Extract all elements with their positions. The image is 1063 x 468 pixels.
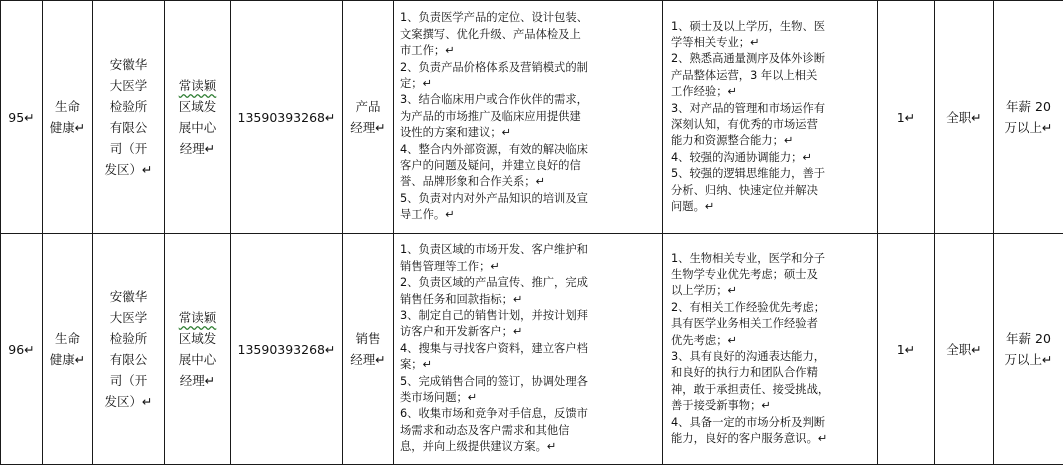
- requirements-cell-line: 问题。↵: [671, 200, 715, 214]
- contact-dept-cell-line: 经理↵: [179, 141, 216, 156]
- company-cell-line: 发区）↵: [104, 394, 153, 409]
- duties-cell-line: 文案撰写、优化升级、产品体检及上: [400, 27, 581, 41]
- company-cell: [93, 1, 165, 234]
- employment-type-cell: 全职↵: [935, 234, 994, 465]
- contact-dept-cell: [165, 1, 231, 234]
- contact-dept-cell-line: 展中心: [178, 120, 217, 135]
- contact-dept-cell-line: 区域发: [178, 99, 217, 114]
- duties-cell-line: 5、负责对内对外产品知识的培训及宣: [400, 191, 588, 205]
- industry-cell-line: 生命: [54, 331, 80, 346]
- duties-cell: [394, 1, 663, 234]
- contact-dept-cell-line: 区域发: [178, 331, 217, 346]
- row-number: 95↵: [1, 1, 43, 234]
- position-cell-line: 销售: [355, 331, 381, 346]
- requirements-cell-line: 善于接受新事物；↵: [671, 399, 771, 413]
- duties-cell-line: 2、负责产品价格体系及营销模式的制: [400, 60, 588, 74]
- salary-cell-line: 年薪 20: [1006, 99, 1051, 114]
- industry-cell-line: 健康↵: [49, 120, 86, 135]
- duties-cell-line: 设性的方案和建议；↵: [400, 126, 512, 140]
- requirements-cell-line: 5、较强的逻辑思维能力，善于: [671, 167, 826, 181]
- requirements-cell-line: 分析、归纳、快速定位并解决: [671, 183, 818, 197]
- position-cell-line: 产品: [355, 99, 381, 114]
- requirements-cell-line: 1、生物相关专业，医学和分子: [671, 251, 826, 265]
- requirements-cell-line: 2、熟悉高通量测序及体外诊断: [671, 52, 826, 66]
- requirements-cell-line: 工作经验；↵: [671, 85, 737, 99]
- company-cell-line: 安徽华: [109, 57, 148, 72]
- duties-cell-line: 销售任务和回款指标；↵: [400, 292, 523, 306]
- duties-cell-line: 类市场问题；↵: [400, 391, 478, 405]
- duties-cell-line: 导工作。↵: [400, 208, 455, 222]
- duties-cell-line: 2、负责区域的产品宣传、推广，完成: [400, 276, 588, 290]
- contact-dept-cell-line: 常读颖: [178, 310, 217, 325]
- salary-cell: [994, 1, 1063, 234]
- salary-cell-line: 年薪 20: [1006, 331, 1051, 346]
- contact-dept-cell-line: 展中心: [178, 352, 217, 367]
- company-cell-line: 检验所: [109, 331, 148, 346]
- salary-cell-line: 万以上↵: [1004, 352, 1053, 367]
- position-cell-line: 经理↵: [350, 352, 386, 367]
- duties-cell: [394, 234, 663, 465]
- duties-cell-line: 1、负责区域的市场开发、客户维护和: [400, 243, 588, 257]
- requirements-cell-line: 能力，良好的客户服务意识。↵: [671, 432, 828, 446]
- requirements-cell-line: 优先考虑；↵: [671, 333, 737, 347]
- requirements-cell-line: 产品整体运营，3 年以上相关: [671, 68, 818, 82]
- duties-cell-line: 定；↵: [400, 76, 433, 90]
- duties-cell-line: 息，并向上级提供建议方案。↵: [400, 440, 557, 454]
- industry-cell-line: 健康↵: [49, 352, 86, 367]
- requirements-cell-line: 3、对产品的管理和市场运作有: [671, 101, 826, 115]
- company-cell-line: 司（开: [109, 373, 148, 388]
- headcount-cell: 1↵: [878, 1, 935, 234]
- table-row: [1, 1, 1063, 234]
- duties-cell-line: 5、完成销售合同的签订，协调处理各: [400, 374, 588, 388]
- requirements-cell-line: 深刻认知，有优秀的市场运营: [671, 118, 818, 131]
- requirements-cell-line: 4、具备一定的市场分析及判断: [671, 415, 826, 429]
- duties-cell-line: 场需求和动态及客户需求和其他信: [400, 423, 570, 437]
- phone-cell: 13590393268↵: [231, 234, 343, 465]
- position-cell: [343, 1, 394, 234]
- employment-type-cell: 全职↵: [935, 1, 994, 234]
- duties-cell-line: 访客户和开发新客户；↵: [400, 325, 523, 339]
- duties-cell-line: 1、负责医学产品的定位、设计包装、: [400, 11, 588, 25]
- requirements-cell-line: 能力和资源整合能力；↵: [671, 134, 794, 148]
- requirements-cell-line: 2、有相关工作经验优先考虑；: [671, 300, 826, 314]
- requirements-cell-line: 1、硕士及以上学历，生物、医: [671, 19, 826, 33]
- headcount-cell: 1↵: [878, 234, 935, 465]
- company-cell-line: 安徽华: [109, 289, 148, 304]
- contact-dept-cell: [165, 234, 231, 465]
- industry-cell: [43, 234, 93, 465]
- row-number: 96↵: [1, 234, 43, 465]
- company-cell-line: 有限公: [109, 352, 148, 367]
- requirements-cell-line: 生物学专业优先考虑；硕士及: [671, 267, 818, 281]
- duties-cell-line: 案；↵: [400, 358, 433, 372]
- company-cell-line: 司（开: [109, 141, 148, 156]
- duties-cell-line: 客户的问题及疑问，并建立良好的信: [400, 159, 581, 173]
- company-cell: [93, 234, 165, 465]
- requirements-cell-line: 3、具有良好的沟通表达能力，: [671, 350, 826, 363]
- requirements-cell-line: 以上学历；↵: [671, 284, 737, 298]
- position-cell-line: 经理↵: [350, 120, 386, 135]
- requirements-cell-line: 4、较强的沟通协调能力；↵: [671, 150, 812, 164]
- duties-cell-line: 销售管理等工作；↵: [400, 259, 500, 273]
- table-row: [1, 234, 1063, 465]
- duties-cell-line: 6、收集市场和竞争对手信息，反馈市: [400, 407, 588, 421]
- salary-cell-line: 万以上↵: [1004, 120, 1053, 135]
- duties-cell-line: 4、整合内外部资源，有效的解决临床: [400, 142, 588, 156]
- duties-cell-line: 为产品的市场推广及临床应用提供建: [400, 109, 581, 123]
- duties-cell-line: 3、结合临床用户或合作伙伴的需求，: [400, 93, 588, 107]
- requirements-cell: [663, 234, 878, 465]
- requirements-cell: [663, 1, 878, 234]
- duties-cell-line: 4、搜集与寻找客户资料，建立客户档: [400, 341, 588, 355]
- phone-cell: 13590393268↵: [231, 1, 343, 234]
- company-cell-line: 大医学: [109, 78, 148, 93]
- industry-cell-line: 生命: [54, 99, 80, 114]
- company-cell-line: 检验所: [109, 99, 148, 114]
- industry-cell: [43, 1, 93, 234]
- requirements-cell-line: 具有医学业务相关工作经验者: [671, 317, 818, 331]
- duties-cell-line: 市工作；↵: [400, 44, 455, 58]
- position-cell: [343, 234, 394, 465]
- duties-cell-line: 3、制定自己的销售计划，并按计划拜: [400, 308, 588, 322]
- duties-cell-line: 誉、品牌形象和合作关系；↵: [400, 175, 546, 189]
- company-cell-line: 有限公: [109, 120, 148, 135]
- contact-dept-cell-line: 常读颖: [178, 78, 217, 93]
- requirements-cell-line: 和良好的执行力和团队合作精: [671, 366, 818, 380]
- requirements-cell-line: 神，敢于承担责任、接受挑战，: [671, 382, 830, 396]
- requirements-cell-line: 学等相关专业；↵: [671, 35, 760, 49]
- company-cell-line: 大医学: [109, 310, 148, 325]
- company-cell-line: 发区）↵: [104, 162, 153, 177]
- contact-dept-cell-line: 经理↵: [179, 373, 216, 388]
- salary-cell: [994, 234, 1063, 465]
